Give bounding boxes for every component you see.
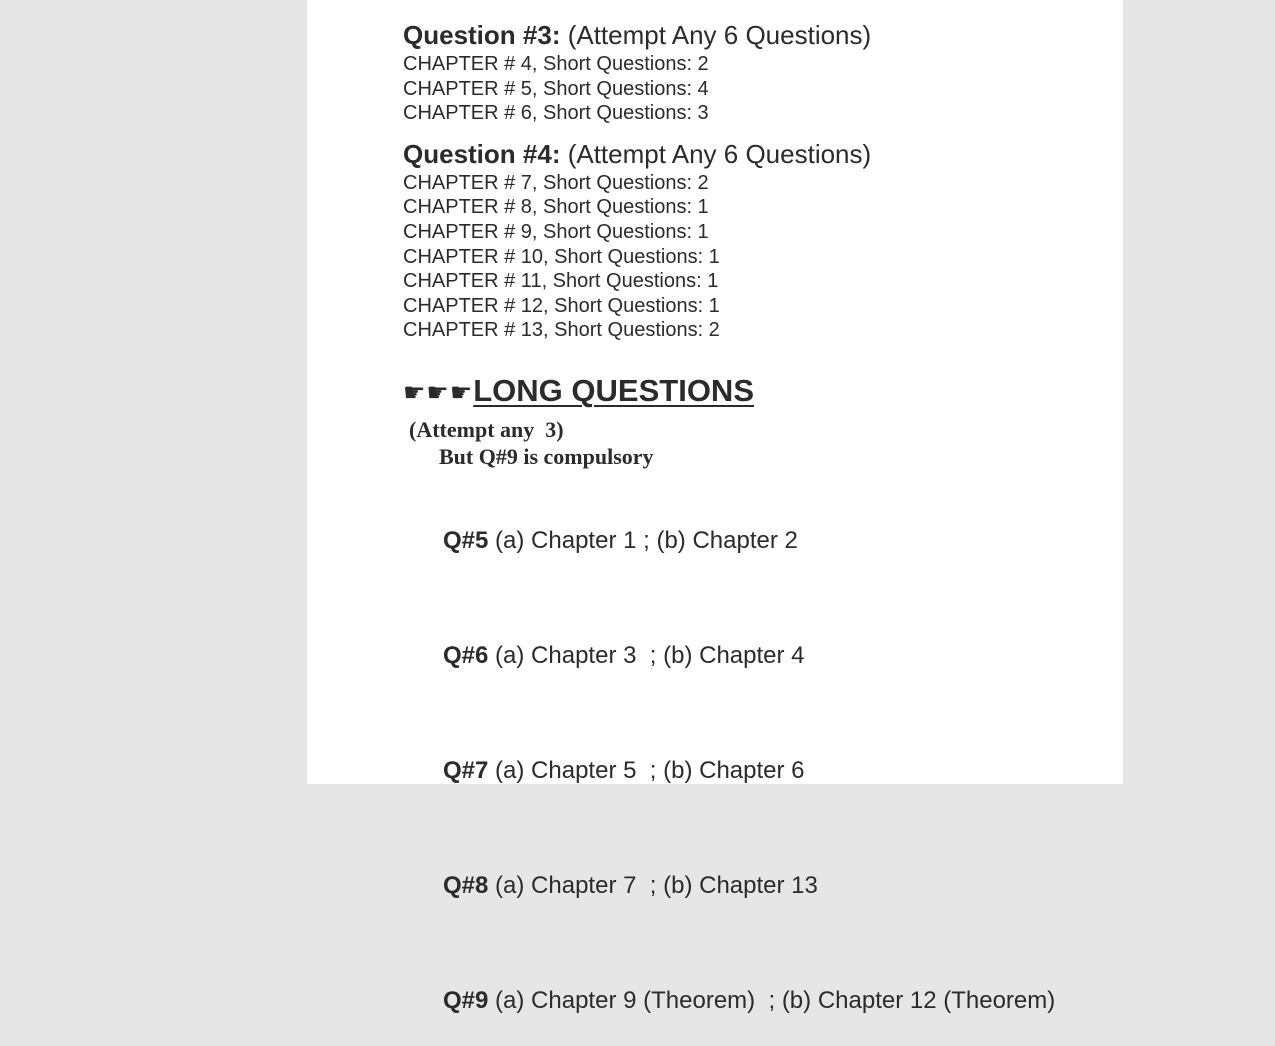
long-question-number: Q#8	[443, 871, 489, 899]
long-question-item	[403, 841, 1103, 931]
long-questions-title: LONG QUESTIONS	[473, 372, 754, 408]
long-question-text: (a) Chapter 1 ; (b) Chapter 2	[488, 526, 798, 554]
chapter-item: CHAPTER # 6, Short Questions: 3	[403, 102, 709, 125]
chapter-item: CHAPTER # 5, Short Questions: 4	[403, 77, 709, 100]
chapter-list	[403, 171, 1103, 343]
attempt-note: (Attempt any 3)	[409, 416, 564, 442]
chapter-item: CHAPTER # 12, Short Questions: 1	[403, 294, 720, 317]
chapter-item: CHAPTER # 11, Short Questions: 1	[403, 270, 719, 293]
chapter-item: CHAPTER # 10, Short Questions: 1	[403, 245, 720, 268]
short-question-section	[403, 137, 1103, 343]
question-number: Question #3:	[403, 20, 561, 50]
question-instruction: (Attempt Any 6 Questions)	[560, 138, 872, 169]
chapter-item: CHAPTER # 9, Short Questions: 1	[403, 220, 709, 243]
long-question-text: (a) Chapter 5 ; (b) Chapter 6	[488, 756, 805, 784]
question-instruction: (Attempt Any 6 Questions)	[560, 20, 872, 50]
compulsory-note: But Q#9 is compulsory	[439, 443, 654, 469]
long-question-item	[403, 496, 1103, 586]
long-question-number: Q#6	[443, 641, 489, 669]
long-question-item	[403, 726, 1103, 816]
question-number: Question #4:	[403, 138, 561, 169]
document-page	[307, 0, 1123, 1014]
long-question-item	[403, 611, 1103, 701]
long-question-text: (a) Chapter 7 ; (b) Chapter 13	[488, 871, 818, 899]
chapter-item: CHAPTER # 4, Short Questions: 2	[403, 53, 709, 75]
section-heading	[403, 137, 1103, 171]
long-question-text: (a) Chapter 9 (Theorem) ; (b) Chapter 12 (Theorem)	[488, 986, 1056, 1014]
long-question-number: Q#5	[443, 526, 489, 554]
page-content	[403, 18, 1103, 1046]
section-heading	[403, 18, 1103, 52]
long-question-text: (a) Chapter 3 ; (b) Chapter 4	[488, 641, 805, 669]
chapter-item: CHAPTER # 13, Short Questions: 2	[403, 319, 720, 342]
short-question-section	[403, 18, 1103, 126]
long-questions-heading	[403, 371, 1103, 413]
long-question-number: Q#7	[443, 756, 489, 784]
chapter-item: CHAPTER # 7, Short Questions: 2	[403, 171, 709, 194]
pointing-hand-icon: ☛☛☛	[403, 377, 474, 407]
long-question-item	[403, 956, 1103, 1046]
chapter-item: CHAPTER # 8, Short Questions: 1	[403, 196, 709, 219]
long-question-number: Q#9	[443, 986, 489, 1014]
chapter-list	[403, 52, 1103, 126]
